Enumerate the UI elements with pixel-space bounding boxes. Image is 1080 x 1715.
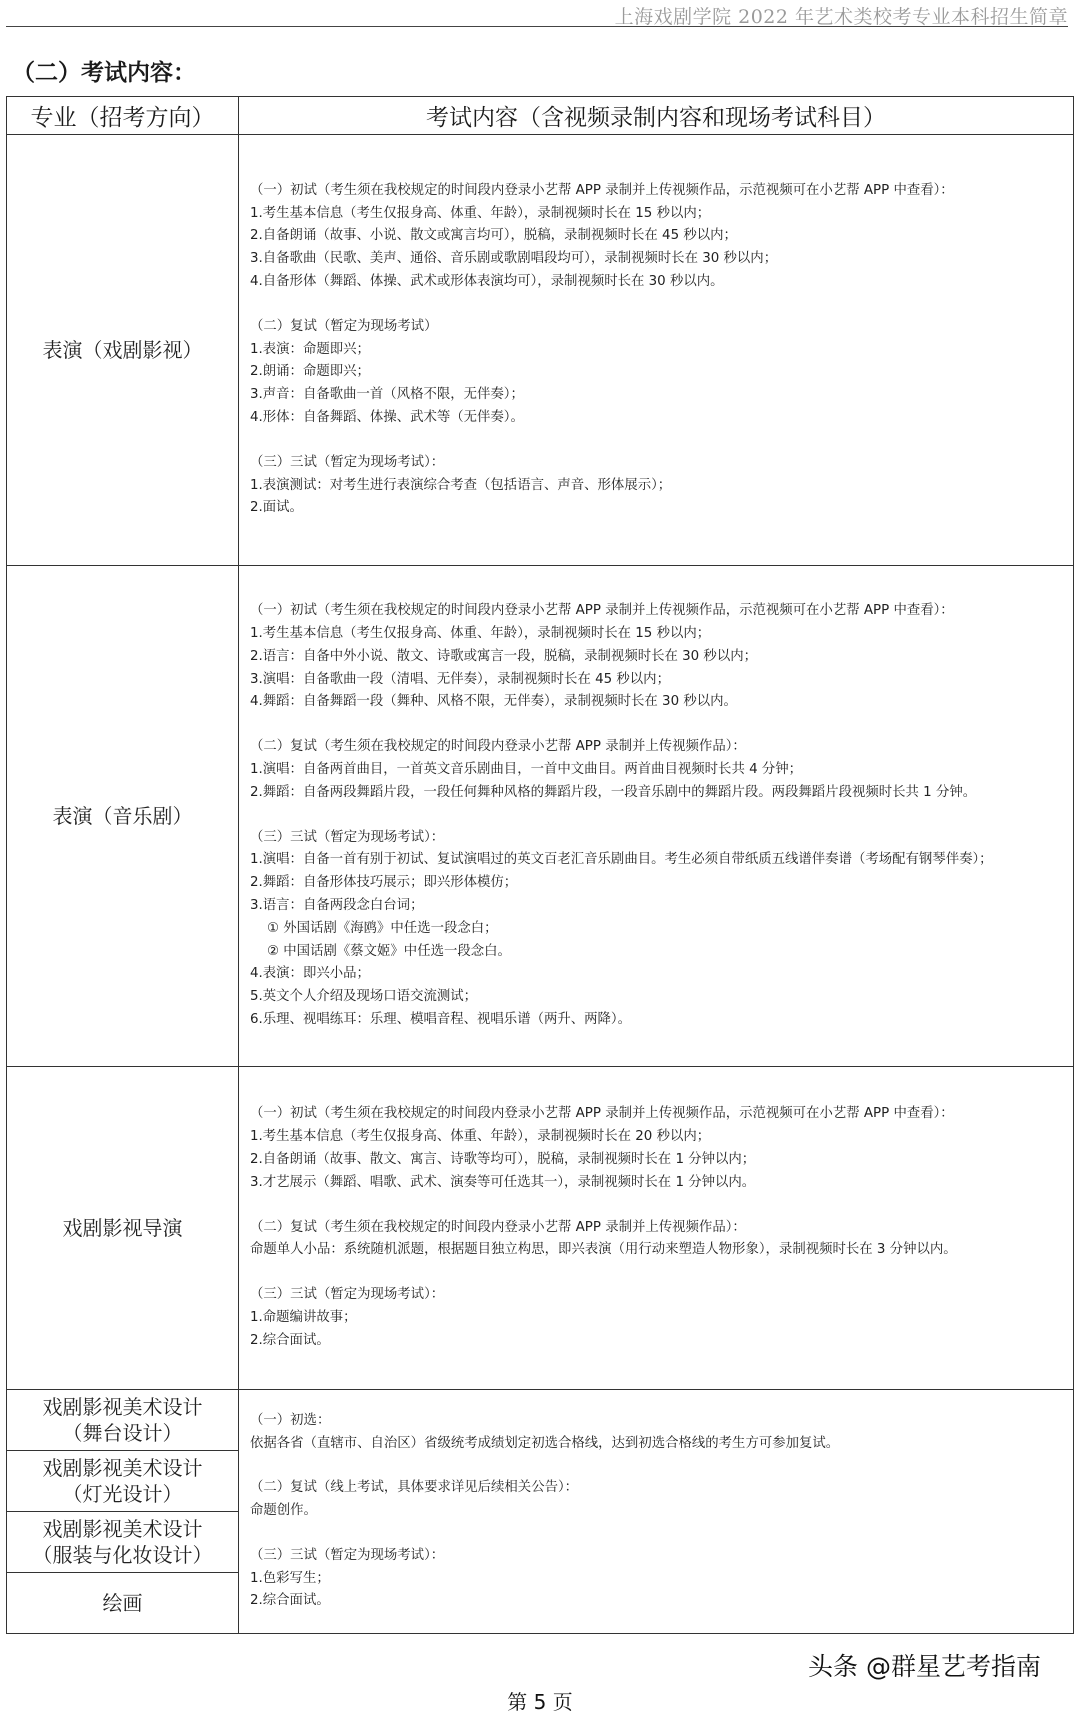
table-row bbox=[7, 135, 1074, 566]
exam-item-line: 2.语言：自备中外小说、散文、诗歌或寓言一段，脱稿，录制视频时长在 30 秒以内； bbox=[250, 648, 757, 664]
watermark: 头条 @群星艺考指南 bbox=[808, 1652, 1041, 1681]
exam-item-line: 1.表演：命题即兴； bbox=[250, 341, 370, 357]
exam-stage-heading: （三）三试（暂定为现场考试）： bbox=[250, 454, 445, 470]
table-row bbox=[7, 1390, 1074, 1451]
exam-item-line: 2.自备朗诵（故事、小说、散文或寓言均可），脱稿，录制视频时长在 45 秒以内； bbox=[250, 228, 737, 244]
major-performance-musical: 表演（音乐剧） bbox=[7, 566, 239, 1067]
major-painting bbox=[7, 1573, 239, 1634]
exam-item-line: 依据各省（直辖市、自治区）省级统考成绩划定初选合格线，达到初选合格线的考生方可参加复试。 bbox=[250, 1435, 840, 1451]
content-cell bbox=[239, 1390, 1074, 1634]
major-name-line: （舞台设计） bbox=[62, 1421, 183, 1445]
table-header-row bbox=[7, 97, 1074, 135]
header-rule bbox=[6, 26, 1068, 27]
major-name-line: 绘画 bbox=[102, 1591, 143, 1615]
content-cell bbox=[239, 1067, 1074, 1390]
exam-item-line: 2.舞蹈：自备形体技巧展示；即兴形体模仿； bbox=[250, 875, 518, 891]
exam-item-line: 3.声音：自备歌曲一首（风格不限，无伴奏）； bbox=[250, 387, 524, 403]
exam-stage-heading: （二）复试（线上考试，具体要求详见后续相关公告）： bbox=[250, 1480, 579, 1496]
exam-content-table bbox=[6, 96, 1074, 1634]
exam-stage-heading: （二）复试（暂定为现场考试） bbox=[250, 318, 438, 334]
table-row bbox=[7, 1067, 1074, 1390]
block-spacer bbox=[250, 1455, 1065, 1477]
exam-item-line: 2.面试。 bbox=[250, 500, 303, 516]
exam-item-line: 3.才艺展示（舞蹈、唱歌、武术、演奏等可任选其一），录制视频时长在 1 分钟以内。 bbox=[250, 1174, 756, 1190]
header-content: 考试内容（含视频录制内容和现场考试科目） bbox=[239, 97, 1074, 135]
exam-stage-heading: （一）初试（考生须在我校规定的时间段内登录小艺帮 APP 录制并上传视频作品，示范视频可在小艺帮 APP 中查看）： bbox=[250, 1106, 954, 1122]
content-cell bbox=[239, 135, 1074, 566]
major-stage-design bbox=[7, 1390, 239, 1451]
block-spacer bbox=[250, 1195, 1065, 1217]
exam-item-line: 3.演唱：自备歌曲一段（清唱、无伴奏），录制视频时长在 45 秒以内； bbox=[250, 671, 670, 687]
major-directing: 戏剧影视导演 bbox=[7, 1067, 239, 1390]
exam-item-line: 1.命题编讲故事； bbox=[250, 1309, 357, 1325]
exam-stage-heading: （一）初试（考生须在我校规定的时间段内登录小艺帮 APP 录制并上传视频作品，示范视频可在小艺帮 APP 中查看）： bbox=[250, 182, 954, 198]
header-major: 专业（招考方向） bbox=[7, 97, 239, 135]
exam-item-line: ① 外国话剧《海鸥》中任选一段念白； bbox=[250, 920, 498, 936]
exam-item-line: 命题创作。 bbox=[250, 1503, 317, 1519]
major-name-line: （服装与化妆设计） bbox=[32, 1543, 213, 1567]
major-lighting-design bbox=[7, 1451, 239, 1512]
exam-stage-heading: （二）复试（考生须在我校规定的时间段内登录小艺帮 APP 录制并上传视频作品）： bbox=[250, 739, 746, 755]
exam-item-line: ② 中国话剧《蔡文姬》中任选一段念白。 bbox=[250, 943, 511, 959]
block-spacer bbox=[250, 1523, 1065, 1545]
major-costume-makeup-design bbox=[7, 1512, 239, 1573]
exam-item-line: 1.演唱：自备两首曲目，一首英文音乐剧曲目，一首中文曲目。两首曲目视频时长共 4 分钟； bbox=[250, 762, 803, 777]
exam-item-line: 1.考生基本信息（考生仅报身高、体重、年龄），录制视频时长在 15 秒以内； bbox=[250, 626, 711, 642]
exam-item-line: 2.综合面试。 bbox=[250, 1332, 330, 1348]
exam-stage-heading: （一）初选： bbox=[250, 1412, 331, 1428]
exam-item-line: 2.舞蹈：自备两段舞蹈片段，一段任何舞种风格的舞蹈片段，一段音乐剧中的舞蹈片段。两段舞蹈片段视频时长共 1 分钟。 bbox=[250, 784, 977, 800]
exam-item-line: 1.考生基本信息（考生仅报身高、体重、年龄），录制视频时长在 20 秒以内； bbox=[250, 1129, 711, 1145]
exam-item-line: 4.舞蹈：自备舞蹈一段（舞种、风格不限，无伴奏），录制视频时长在 30 秒以内。 bbox=[250, 694, 737, 710]
exam-item-line: 1.表演测试：对考生进行表演综合考查（包括语言、声音、形体展示）； bbox=[250, 477, 672, 493]
exam-item-line: 命题单人小品：系统随机派题，根据题目独立构思，即兴表演（用行动来塑造人物形象），录制视频时长在 3 分钟以内。 bbox=[250, 1242, 957, 1258]
exam-item-line: 4.表演：即兴小品； bbox=[250, 966, 370, 982]
block-spacer bbox=[250, 805, 1065, 827]
major-name-line: 戏剧影视美术设计 bbox=[42, 1456, 203, 1480]
exam-stage-heading: （三）三试（暂定为现场考试）： bbox=[250, 829, 445, 845]
exam-item-line: 1.色彩写生； bbox=[250, 1570, 330, 1586]
exam-item-line: 1.演唱：自备一首有别于初试、复试演唱过的英文百老汇音乐剧曲目。考生必须自带纸质五线谱伴奏谱（考场配有钢琴伴奏）； bbox=[250, 852, 993, 868]
exam-item-line: 1.考生基本信息（考生仅报身高、体重、年龄），录制视频时长在 15 秒以内； bbox=[250, 205, 711, 221]
major-name-line: （灯光设计） bbox=[62, 1482, 183, 1506]
major-name-line: 戏剧影视美术设计 bbox=[42, 1395, 203, 1419]
exam-item-line: 6.乐理、视唱练耳：乐理、模唱音程、视唱乐谱（两升、两降）。 bbox=[250, 1011, 632, 1027]
exam-stage-heading: （三）三试（暂定为现场考试）： bbox=[250, 1547, 445, 1563]
exam-item-line: 2.朗诵：命题即兴； bbox=[250, 364, 370, 380]
exam-item-line: 3.自备歌曲（民歌、美声、通俗、音乐剧或歌剧唱段均可），录制视频时长在 30 秒以内； bbox=[250, 251, 778, 267]
section-title: （二）考试内容： bbox=[12, 60, 196, 86]
page-number: 第 5 页 bbox=[507, 1690, 573, 1714]
block-spacer bbox=[250, 294, 1065, 316]
exam-item-line: 2.自备朗诵（故事、散文、寓言、诗歌等均可），脱稿，录制视频时长在 1 分钟以内； bbox=[250, 1152, 756, 1167]
table-row bbox=[7, 566, 1074, 1067]
exam-item-line: 4.自备形体（舞蹈、体操、武术或形体表演均可），录制视频时长在 30 秒以内。 bbox=[250, 274, 724, 289]
content-cell bbox=[239, 566, 1074, 1067]
exam-item-line: 5.英文个人介绍及现场口语交流测试； bbox=[250, 989, 478, 1005]
exam-stage-heading: （三）三试（暂定为现场考试）： bbox=[250, 1287, 445, 1303]
block-spacer bbox=[250, 714, 1065, 736]
exam-item-line: 2.综合面试。 bbox=[250, 1593, 330, 1609]
exam-item-line: 3.语言：自备两段念白台词； bbox=[250, 897, 424, 913]
block-spacer bbox=[250, 430, 1065, 452]
major-name-line: 戏剧影视美术设计 bbox=[42, 1517, 203, 1541]
major-performance-drama: 表演（戏剧影视） bbox=[7, 135, 239, 566]
document-header: 上海戏剧学院 2022 年艺术类校考专业本科招生简章 bbox=[614, 6, 1068, 28]
block-spacer bbox=[250, 1262, 1065, 1284]
exam-stage-heading: （二）复试（考生须在我校规定的时间段内登录小艺帮 APP 录制并上传视频作品）： bbox=[250, 1219, 746, 1235]
exam-stage-heading: （一）初试（考生须在我校规定的时间段内登录小艺帮 APP 录制并上传视频作品，示范视频可在小艺帮 APP 中查看）： bbox=[250, 603, 954, 619]
exam-item-line: 4.形体：自备舞蹈、体操、武术等（无伴奏）。 bbox=[250, 409, 524, 425]
